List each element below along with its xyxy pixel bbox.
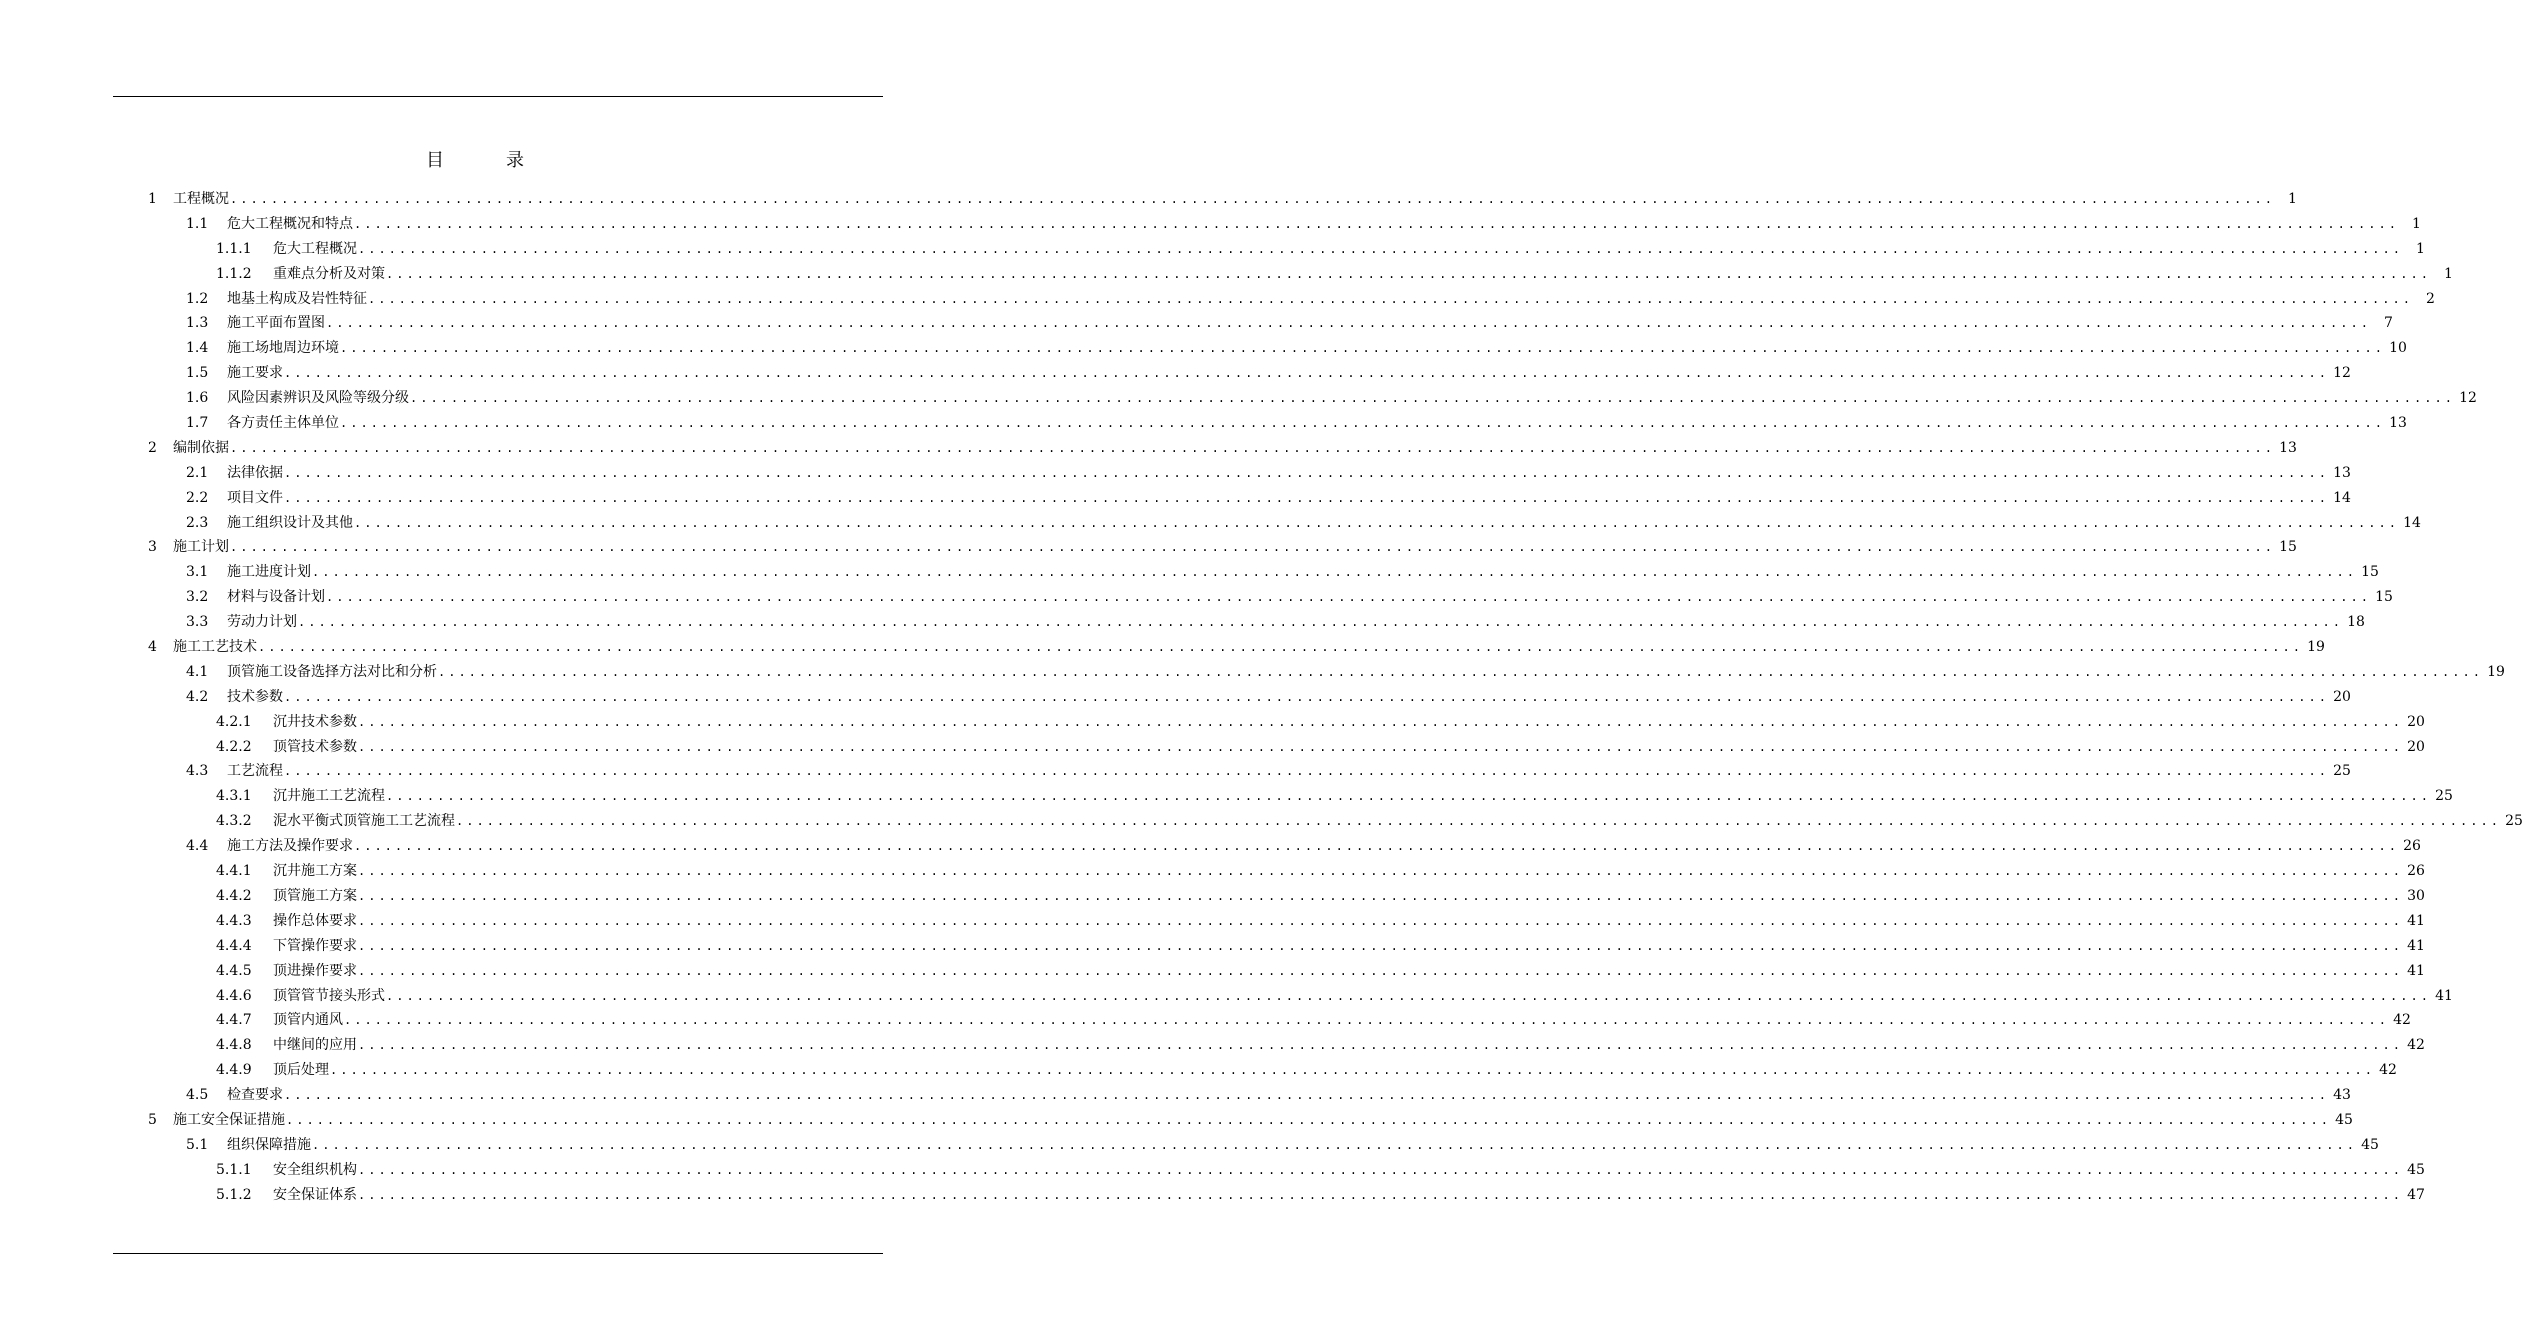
dot-leader: ........................................................................................................................................................................................................ bbox=[358, 913, 2403, 928]
toc-entry-page-number: 45 bbox=[2361, 1136, 2379, 1153]
toc-entry-level-2[interactable] bbox=[0, 212, 2421, 237]
toc-entry-number: 2.2 bbox=[186, 489, 209, 506]
toc-entry-level-3[interactable] bbox=[0, 909, 2425, 934]
toc-entry-title: 施工方法及操作要求 bbox=[227, 838, 353, 855]
toc-entry-page-number: 20 bbox=[2407, 713, 2425, 730]
toc-entry-page-number: 15 bbox=[2375, 589, 2393, 606]
toc-entry-level-3[interactable] bbox=[0, 1158, 2425, 1183]
toc-entry-level-2[interactable] bbox=[0, 287, 2435, 312]
toc-entry-page-number: 25 bbox=[2505, 813, 2523, 830]
dot-leader: ........................................................................................................................................................................................................ bbox=[344, 1013, 2389, 1028]
toc-entry-title: 地基土构成及岩性特征 bbox=[227, 290, 367, 307]
toc-entry-title: 泥水平衡式顶管施工工艺流程 bbox=[273, 813, 455, 830]
toc-entry-number: 5 bbox=[148, 1111, 157, 1128]
toc-entry-page-number: 25 bbox=[2333, 763, 2351, 780]
dot-leader: ........................................................................................................................................................................................................ bbox=[358, 888, 2403, 903]
dot-leader: ........................................................................................................................................................................................................ bbox=[358, 1187, 2403, 1202]
toc-entry-level-2[interactable] bbox=[0, 336, 2407, 361]
toc-entry-title: 施工要求 bbox=[227, 365, 283, 382]
toc-entry-number: 4.5 bbox=[186, 1087, 209, 1104]
toc-entry-level-3[interactable] bbox=[0, 784, 2453, 809]
toc-entry-title: 顶后处理 bbox=[273, 1062, 329, 1079]
dot-leader: ........................................................................................................................................................................................................ bbox=[354, 515, 2399, 530]
dot-leader: ........................................................................................................................................................................................................ bbox=[230, 440, 2275, 455]
footer-rule bbox=[113, 1253, 883, 1254]
toc-entry-level-3[interactable] bbox=[0, 1183, 2425, 1208]
toc-entry-number: 1.5 bbox=[186, 365, 209, 382]
toc-entry-number: 5.1 bbox=[186, 1136, 209, 1153]
toc-entry-level-2[interactable] bbox=[0, 1083, 2351, 1108]
toc-entry-page-number: 26 bbox=[2403, 838, 2421, 855]
toc-entry-level-2[interactable] bbox=[0, 685, 2351, 710]
toc-entry-page-number: 12 bbox=[2459, 390, 2477, 407]
toc-entry-page-number: 13 bbox=[2389, 415, 2407, 432]
toc-entry-page-number: 41 bbox=[2407, 912, 2425, 929]
toc-entry-title: 危大工程概况和特点 bbox=[227, 215, 353, 232]
toc-entry-page-number: 41 bbox=[2407, 937, 2425, 954]
toc-entry-number: 4.2.2 bbox=[216, 738, 252, 755]
toc-entry-number: 5.1.1 bbox=[216, 1161, 252, 1178]
toc-title: 目 录 bbox=[426, 150, 546, 171]
toc-entry-number: 4.4.2 bbox=[216, 887, 252, 904]
toc-entry-number: 2.3 bbox=[186, 514, 209, 531]
toc-entry-title: 顶进操作要求 bbox=[273, 962, 357, 979]
toc-entry-title: 操作总体要求 bbox=[273, 912, 357, 929]
dot-leader: ........................................................................................................................................................................................................ bbox=[330, 1063, 2375, 1078]
dot-leader: ........................................................................................................................................................................................................ bbox=[340, 341, 2385, 356]
toc-entry-title: 各方责任主体单位 bbox=[227, 415, 339, 432]
toc-entry-level-3[interactable] bbox=[0, 735, 2425, 760]
toc-entry-title: 劳动力计划 bbox=[227, 614, 297, 631]
toc-entry-title: 组织保障措施 bbox=[227, 1136, 311, 1153]
toc-entry-title: 施工进度计划 bbox=[227, 564, 311, 581]
toc-entry-title: 危大工程概况 bbox=[273, 240, 357, 257]
toc-entry-level-3[interactable] bbox=[0, 809, 2523, 834]
dot-leader: ........................................................................................................................................................................................................ bbox=[386, 789, 2431, 804]
toc-entry-level-2[interactable] bbox=[0, 610, 2365, 635]
toc-entry-level-2[interactable] bbox=[0, 834, 2421, 859]
toc-entry-number: 4.2.1 bbox=[216, 713, 252, 730]
toc-entry-title: 法律依据 bbox=[227, 464, 283, 481]
toc-entry-title: 沉井施工方案 bbox=[273, 863, 357, 880]
toc-entry-level-3[interactable] bbox=[0, 984, 2453, 1009]
toc-entry-title: 技术参数 bbox=[227, 688, 283, 705]
dot-leader: ........................................................................................................................................................................................................ bbox=[358, 739, 2403, 754]
toc-entry-level-2[interactable] bbox=[0, 759, 2351, 784]
toc-entry-number: 2 bbox=[148, 439, 157, 456]
toc-entry-number: 4.3.2 bbox=[216, 813, 252, 830]
toc-entry-number: 1.3 bbox=[186, 315, 209, 332]
toc-entry-number: 4.3.1 bbox=[216, 788, 252, 805]
toc-entry-page-number: 26 bbox=[2407, 863, 2425, 880]
dot-leader: ........................................................................................................................................................................................................ bbox=[326, 590, 2371, 605]
dot-leader: ........................................................................................................................................................................................................ bbox=[358, 714, 2403, 729]
dot-leader: ........................................................................................................................................................................................................ bbox=[386, 266, 2431, 281]
toc-entry-number: 4.4.5 bbox=[216, 962, 252, 979]
toc-entry-page-number: 19 bbox=[2487, 663, 2505, 680]
toc-entry-number: 1.1.1 bbox=[216, 240, 252, 257]
dot-leader: ........................................................................................................................................................................................................ bbox=[358, 938, 2403, 953]
toc-entry-level-3[interactable] bbox=[0, 262, 2453, 287]
toc-entry-page-number: 20 bbox=[2407, 738, 2425, 755]
toc-entry-number: 1.1 bbox=[186, 215, 209, 232]
toc-entry-page-number: 30 bbox=[2407, 887, 2425, 904]
dot-leader: ........................................................................................................................................................................................................ bbox=[258, 640, 2303, 655]
toc-entry-title: 顶管技术参数 bbox=[273, 738, 357, 755]
toc-entry-level-3[interactable] bbox=[0, 859, 2425, 884]
toc-entry-level-2[interactable] bbox=[0, 585, 2393, 610]
toc-entry-title: 沉井技术参数 bbox=[273, 713, 357, 730]
toc-entry-level-1[interactable] bbox=[0, 436, 2297, 461]
toc-entry-number: 4.4.3 bbox=[216, 912, 252, 929]
toc-entry-page-number: 14 bbox=[2403, 514, 2421, 531]
toc-entry-level-1[interactable] bbox=[0, 635, 2325, 660]
dot-leader: ........................................................................................................................................................................................................ bbox=[230, 192, 2275, 206]
toc-entry-number: 3 bbox=[148, 539, 157, 556]
toc-entry-level-3[interactable] bbox=[0, 237, 2425, 262]
dot-leader: ........................................................................................................................................................................................................ bbox=[312, 1137, 2357, 1152]
dot-leader: ........................................................................................................................................................................................................ bbox=[284, 1088, 2329, 1103]
toc-entry-level-3[interactable] bbox=[0, 1033, 2425, 1058]
dot-leader: ........................................................................................................................................................................................................ bbox=[312, 565, 2357, 580]
toc-entry-level-1[interactable] bbox=[0, 187, 2297, 212]
toc-entry-title: 顶管施工设备选择方法对比和分析 bbox=[227, 663, 437, 680]
toc-entry-page-number: 13 bbox=[2279, 439, 2297, 456]
toc-entry-page-number: 14 bbox=[2333, 489, 2351, 506]
toc-entry-number: 3.2 bbox=[186, 589, 209, 606]
toc-entry-title: 编制依据 bbox=[173, 439, 229, 456]
toc-entry-title: 重难点分析及对策 bbox=[273, 265, 385, 282]
toc-entry-page-number: 45 bbox=[2335, 1111, 2353, 1128]
toc-entry-level-2[interactable] bbox=[0, 486, 2351, 511]
toc-entry-page-number: 15 bbox=[2279, 539, 2297, 556]
toc-entry-level-2[interactable] bbox=[0, 311, 2393, 336]
toc-entry-number: 4.4.8 bbox=[216, 1037, 252, 1054]
toc-entry-title: 施工计划 bbox=[173, 539, 229, 556]
toc-entry-title: 安全组织机构 bbox=[273, 1161, 357, 1178]
toc-entry-number: 4.4 bbox=[186, 838, 209, 855]
dot-leader: ........................................................................................................................................................................................................ bbox=[358, 963, 2403, 978]
toc-entry-title: 材料与设备计划 bbox=[227, 589, 325, 606]
toc-entry-title: 顶管内通风 bbox=[273, 1012, 343, 1029]
toc-entry-page-number: 10 bbox=[2389, 340, 2407, 357]
dot-leader: ........................................................................................................................................................................................................ bbox=[368, 291, 2413, 306]
toc-entry-title: 施工平面布置图 bbox=[227, 315, 325, 332]
toc-entry-number: 3.3 bbox=[186, 614, 209, 631]
dot-leader: ........................................................................................................................................................................................................ bbox=[438, 664, 2483, 679]
toc-entry-level-3[interactable] bbox=[0, 1008, 2411, 1033]
toc-entry-title: 施工安全保证措施 bbox=[173, 1111, 285, 1128]
dot-leader: ........................................................................................................................................................................................................ bbox=[286, 1112, 2331, 1127]
toc-entry-level-3[interactable] bbox=[0, 710, 2425, 735]
toc-entry-number: 4.4.9 bbox=[216, 1062, 252, 1079]
toc-entry-page-number: 2 bbox=[2426, 290, 2435, 307]
dot-leader: ........................................................................................................................................................................................................ bbox=[410, 391, 2455, 406]
toc-entry-level-3[interactable] bbox=[0, 934, 2425, 959]
toc-entry-number: 1.7 bbox=[186, 415, 209, 432]
dot-leader: ........................................................................................................................................................................................................ bbox=[354, 839, 2399, 854]
dot-leader: ........................................................................................................................................................................................................ bbox=[340, 416, 2385, 431]
toc-entry-title: 下管操作要求 bbox=[273, 937, 357, 954]
toc-entry-page-number: 43 bbox=[2333, 1087, 2351, 1104]
toc-entry-level-1[interactable] bbox=[0, 535, 2297, 560]
dot-leader: ........................................................................................................................................................................................................ bbox=[284, 764, 2329, 779]
toc-entry-page-number: 18 bbox=[2347, 614, 2365, 631]
toc-entry-number: 4.4.7 bbox=[216, 1012, 252, 1029]
dot-leader: ........................................................................................................................................................................................................ bbox=[298, 615, 2343, 630]
toc-entry-number: 2.1 bbox=[186, 464, 209, 481]
toc-entry-number: 4.4.1 bbox=[216, 863, 252, 880]
toc-entry-page-number: 20 bbox=[2333, 688, 2351, 705]
toc-entry-page-number: 41 bbox=[2407, 962, 2425, 979]
toc-entry-level-2[interactable] bbox=[0, 511, 2421, 536]
toc-entry-level-1[interactable] bbox=[0, 1108, 2353, 1133]
toc-entry-title: 沉井施工工艺流程 bbox=[273, 788, 385, 805]
toc-entry-level-2[interactable] bbox=[0, 660, 2505, 685]
toc-entry-title: 施工组织设计及其他 bbox=[227, 514, 353, 531]
toc-entry-number: 4.1 bbox=[186, 663, 209, 680]
toc-entry-title: 项目文件 bbox=[227, 489, 283, 506]
toc-entry-level-3[interactable] bbox=[0, 959, 2425, 984]
toc-entry-page-number: 12 bbox=[2333, 365, 2351, 382]
dot-leader: ........................................................................................................................................................................................................ bbox=[358, 1162, 2403, 1177]
toc-entry-number: 4.4.6 bbox=[216, 987, 252, 1004]
toc-entry-level-3[interactable] bbox=[0, 1058, 2397, 1083]
dot-leader: ........................................................................................................................................................................................................ bbox=[358, 241, 2403, 256]
dot-leader: ........................................................................................................................................................................................................ bbox=[386, 988, 2431, 1003]
table-of-contents bbox=[0, 187, 2523, 1208]
toc-entry-number: 1 bbox=[148, 191, 157, 207]
dot-leader: ........................................................................................................................................................................................................ bbox=[284, 490, 2329, 505]
dot-leader: ........................................................................................................................................................................................................ bbox=[230, 540, 2275, 555]
toc-entry-page-number: 25 bbox=[2435, 788, 2453, 805]
dot-leader: ........................................................................................................................................................................................................ bbox=[284, 465, 2329, 480]
dot-leader: ........................................................................................................................................................................................................ bbox=[354, 216, 2399, 231]
toc-entry-page-number: 1 bbox=[2444, 265, 2453, 282]
toc-entry-level-2[interactable] bbox=[0, 386, 2477, 411]
dot-leader: ........................................................................................................................................................................................................ bbox=[358, 1038, 2403, 1053]
toc-entry-level-2[interactable] bbox=[0, 560, 2379, 585]
toc-entry-title: 中继间的应用 bbox=[273, 1037, 357, 1054]
toc-entry-title: 施工场地周边环境 bbox=[227, 340, 339, 357]
header-rule bbox=[113, 96, 883, 97]
toc-entry-number: 4.3 bbox=[186, 763, 209, 780]
toc-entry-page-number: 19 bbox=[2307, 639, 2325, 656]
toc-entry-title: 工艺流程 bbox=[227, 763, 283, 780]
toc-entry-page-number: 42 bbox=[2407, 1037, 2425, 1054]
dot-leader: ........................................................................................................................................................................................................ bbox=[456, 814, 2501, 829]
toc-entry-title: 顶管施工方案 bbox=[273, 887, 357, 904]
toc-entry-level-2[interactable] bbox=[0, 461, 2351, 486]
toc-entry-page-number: 42 bbox=[2393, 1012, 2411, 1029]
toc-entry-title: 顶管管节接头形式 bbox=[273, 987, 385, 1004]
toc-entry-page-number: 1 bbox=[2288, 191, 2297, 207]
toc-entry-number: 1.4 bbox=[186, 340, 209, 357]
toc-entry-level-2[interactable] bbox=[0, 361, 2351, 386]
dot-leader: ........................................................................................................................................................................................................ bbox=[284, 366, 2329, 381]
toc-entry-page-number: 13 bbox=[2333, 464, 2351, 481]
toc-entry-number: 5.1.2 bbox=[216, 1186, 252, 1203]
toc-entry-page-number: 1 bbox=[2412, 215, 2421, 232]
dot-leader: ........................................................................................................................................................................................................ bbox=[284, 689, 2329, 704]
toc-entry-level-2[interactable] bbox=[0, 1133, 2379, 1158]
toc-entry-title: 检查要求 bbox=[227, 1087, 283, 1104]
toc-entry-level-3[interactable] bbox=[0, 884, 2425, 909]
toc-entry-number: 1.6 bbox=[186, 390, 209, 407]
dot-leader: ........................................................................................................................................................................................................ bbox=[358, 864, 2403, 879]
toc-entry-title: 风险因素辨识及风险等级分级 bbox=[227, 390, 409, 407]
toc-entry-page-number: 15 bbox=[2361, 564, 2379, 581]
toc-entry-page-number: 1 bbox=[2416, 240, 2425, 257]
toc-entry-number: 1.1.2 bbox=[216, 265, 252, 282]
toc-entry-number: 1.2 bbox=[186, 290, 209, 307]
toc-entry-number: 4.2 bbox=[186, 688, 209, 705]
dot-leader: ........................................................................................................................................................................................................ bbox=[326, 316, 2371, 331]
toc-entry-number: 4 bbox=[148, 639, 157, 656]
toc-entry-page-number: 45 bbox=[2407, 1161, 2425, 1178]
toc-entry-number: 3.1 bbox=[186, 564, 209, 581]
toc-entry-level-2[interactable] bbox=[0, 411, 2407, 436]
toc-entry-page-number: 47 bbox=[2407, 1186, 2425, 1203]
toc-entry-title: 工程概况 bbox=[173, 191, 229, 207]
toc-entry-title: 施工工艺技术 bbox=[173, 639, 257, 656]
toc-entry-title: 安全保证体系 bbox=[273, 1186, 357, 1203]
toc-entry-page-number: 7 bbox=[2384, 315, 2393, 332]
toc-entry-page-number: 41 bbox=[2435, 987, 2453, 1004]
toc-entry-page-number: 42 bbox=[2379, 1062, 2397, 1079]
toc-entry-number: 4.4.4 bbox=[216, 937, 252, 954]
